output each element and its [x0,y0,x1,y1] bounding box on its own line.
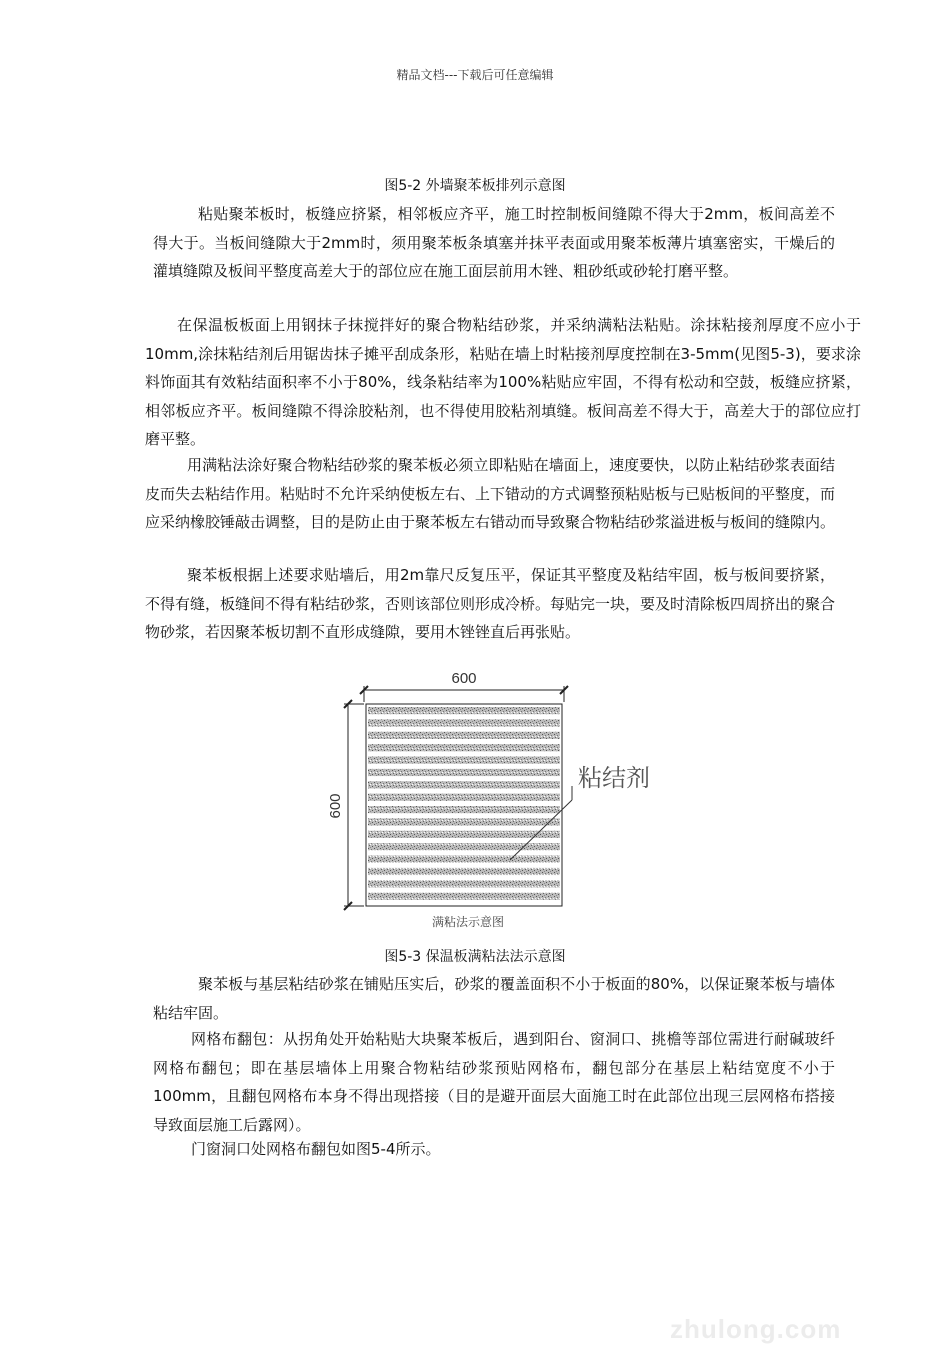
adhesive-stripe [368,707,560,714]
adhesive-stripe [368,794,560,801]
adhesive-stripe [368,893,560,900]
adhesive-stripe [368,744,560,751]
adhesive-stripe [368,831,560,838]
page-header: 精品文档---下载后可任意编辑 [396,68,554,82]
paragraph-1: 粘贴聚苯板时，板缝应挤紧，相邻板应齐平，施工时控制板间缝隙不得大于2mm，板间高差不得大于。当板间缝隙大于2mm时，须用聚苯板条填塞并抹平表面或用聚苯板薄片填塞密实，干燥后的灌填缝隙及板间平整度高差大于的部位应在施工面层前用木锉、粗砂纸或砂轮打磨平整。 [153,205,835,280]
adhesive-stripe [368,868,560,875]
paragraph-5: 聚苯板与基层粘结砂浆在铺贴压实后，砂浆的覆盖面积不小于板面的80%，以保证聚苯板与墙体粘结牢固。 [153,975,835,1022]
adhesive-label: 粘结剂 [578,764,650,792]
paragraph-6: 网格布翻包：从拐角处开始粘贴大块聚苯板后，遇到阳台、窗洞口、挑檐等部位需进行耐碱玻纤网格布翻包；即在基层墙体上用聚合物粘结砂浆预贴网格布，翻包部分在基层上粘结宽度不小于100mm，且翻包网格布本身不得出现搭接（目的是避开面层大面施工时在此部位出现三层网格布搭接导致面层施工后露网）。 [153,1030,835,1134]
diagram-subtitle: 满粘法示意图 [432,915,505,929]
adhesive-diagram [320,668,660,940]
adhesive-stripe [368,781,560,788]
figure-5-3-caption: 图5-3 保温板满粘法法示意图 [384,949,566,965]
adhesive-stripe [368,806,560,813]
adhesive-stripe [368,769,560,776]
figure-5-2-caption: 图5-2 外墙聚苯板排列示意图 [384,178,566,194]
adhesive-stripe [368,719,560,726]
paragraph-3: 用满粘法涂好聚合物粘结砂浆的聚苯板必须立即粘贴在墙面上，速度要快，以防止粘结砂浆表面结皮而失去粘结作用。粘贴时不允许采纳使板左右、上下错动的方式调整预粘贴板与已贴板间的平整度，而应采纳橡胶锤敲击调整，目的是防止由于聚苯板左右错动而导致聚合物粘结砂浆溢进板与板间的缝隙内。 [145,456,836,531]
adhesive-stripe [368,843,560,850]
adhesive-stripe [368,732,560,739]
top-dimension-label: 600 [451,670,477,687]
diagram-svg [320,668,660,940]
adhesive-stripe [368,856,560,863]
adhesive-stripe [368,880,560,887]
left-dimension-label: 600 [327,793,344,819]
watermark: zhulong.com [670,1314,842,1344]
adhesive-stripe [368,818,560,825]
paragraph-4: 聚苯板根据上述要求贴墙后，用2m靠尺反复压平，保证其平整度及粘结牢固，板与板间要挤紧，不得有缝，板缝间不得有粘结砂浆，否则该部位则形成冷桥。每贴完一块，要及时清除板四周挤出的聚合物砂浆，若因聚苯板切割不直形成缝隙，要用木锉锉直后再张贴。 [145,566,836,641]
paragraph-7: 门窗洞口处网格布翻包如图5-4所示。 [191,1140,441,1158]
paragraph-2: 在保温板板面上用钢抹子抹搅拌好的聚合物粘结砂浆，并采纳满粘法粘贴。涂抹粘接剂厚度不应小于10mm,涂抹粘结剂后用锯齿抹子摊平刮成条形，粘贴在墙上时粘接剂厚度控制在3-5mm(见图5-3)，要求涂料饰面其有效粘结面积率不小于80%，线条粘结率为100%粘贴应牢固，不得有松动和空鼓，板缝应挤紧，相邻板应齐平。板间缝隙不得涂胶粘剂，也不得使用胶粘剂填缝。板间高差不得大于，高差大于的部位应打磨平整。 [145,316,861,448]
adhesive-stripe [368,757,560,764]
